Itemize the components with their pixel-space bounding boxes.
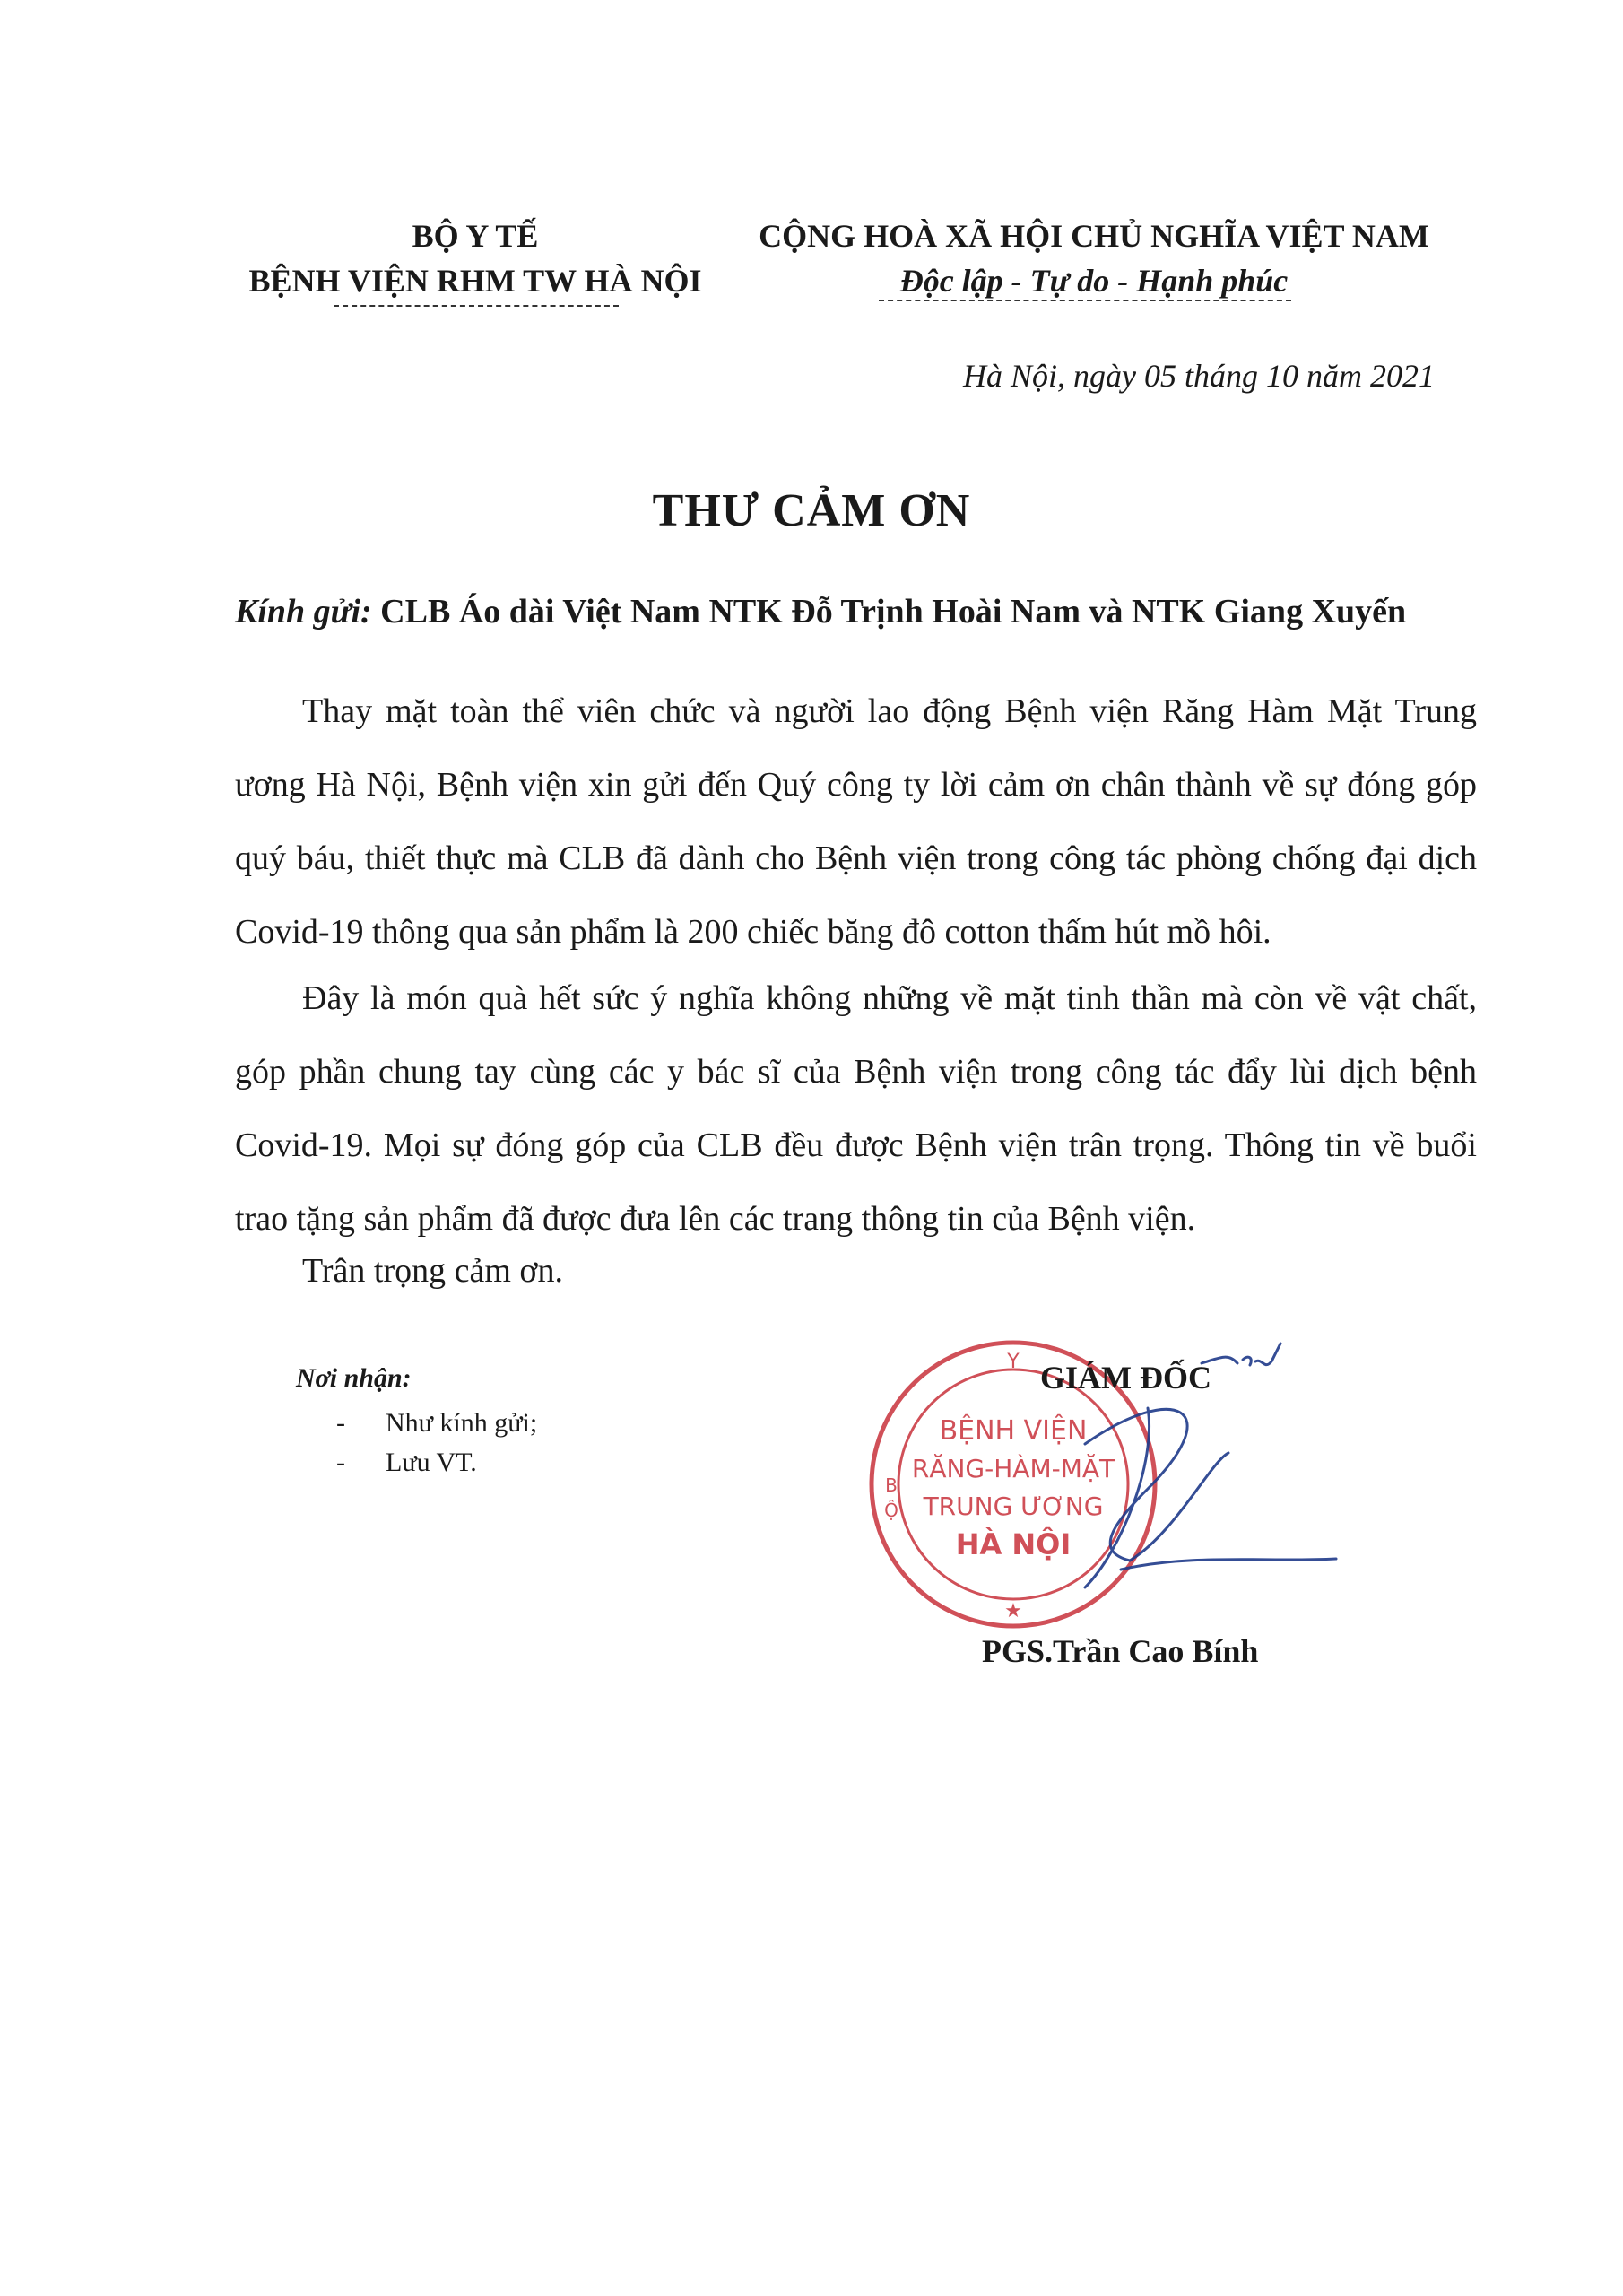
recipient-item: - Như kính gửi; bbox=[336, 1404, 537, 1443]
signer-name: PGS.Trần Cao Bính bbox=[982, 1633, 1259, 1669]
svg-text:Y: Y bbox=[1007, 1351, 1020, 1373]
issuer-divider bbox=[334, 305, 619, 307]
recipients-title: Nơi nhận: bbox=[296, 1363, 412, 1393]
svg-text:BỆNH VIỆN: BỆNH VIỆN bbox=[939, 1415, 1088, 1447]
ministry-name: BỘ Y TẾ bbox=[412, 218, 539, 254]
hospital-name: BỆNH VIỆN RHM TW HÀ NỘI bbox=[248, 263, 702, 299]
svg-text:★: ★ bbox=[1004, 1600, 1022, 1622]
greeting-recipient: CLB Áo dài Việt Nam NTK Đỗ Trịnh Hoài Nam và NTK Giang Xuyến bbox=[380, 593, 1407, 631]
recipients-list bbox=[336, 1404, 537, 1483]
body-paragraph-1: Thay mặt toàn thể viên chức và người lao động Bệnh viện Răng Hàm Mặt Trung ương Hà Nội, Bệnh viện xin gửi đến Quý công ty lời cảm ơn chân thành về sự đóng góp quý báu, thiết thực mà CLB đã dành cho Bệnh viện trong công tác phòng chống đại dịch Covid-19 thông qua sản phẩm là 200 chiếc băng đô cotton thấm hút mồ hôi. bbox=[235, 692, 1477, 951]
svg-text:RĂNG-HÀM-MẶT: RĂNG-HÀM-MẶT bbox=[911, 1454, 1115, 1483]
closing-line: Trân trọng cảm ơn. bbox=[302, 1252, 563, 1290]
svg-text:TRUNG ƯƠNG: TRUNG ƯƠNG bbox=[923, 1492, 1104, 1521]
nation-motto: Độc lập - Tự do - Hạnh phúc bbox=[899, 263, 1289, 299]
greeting-label: Kính gửi: bbox=[235, 593, 372, 631]
svg-text:HÀ NỘI: HÀ NỘI bbox=[955, 1527, 1072, 1561]
svg-text:Ộ: Ộ bbox=[884, 1500, 898, 1521]
nation-name: CỘNG HOÀ XÃ HỘI CHỦ NGHĨA VIỆT NAM bbox=[759, 218, 1429, 254]
nation-block bbox=[744, 213, 1444, 303]
recipient-item: - Lưu VT. bbox=[336, 1443, 537, 1483]
motto-divider bbox=[879, 300, 1291, 301]
svg-text:B: B bbox=[885, 1474, 898, 1496]
greeting-line bbox=[235, 592, 1535, 631]
body-paragraph-2: Đây là món quà hết sức ý nghĩa không những về mặt tinh thần mà còn về vật chất, góp phần chung tay cùng các y bác sĩ của Bệnh viện trong công tác đẩy lùi dịch bệnh Covid-19. Mọi sự đóng góp của CLB đều được Bệnh viện trân trọng. Thông tin về buổi trao tặng sản phẩm đã được đưa lên các trang thông tin của Bệnh viện. bbox=[235, 979, 1477, 1238]
issuer-block bbox=[233, 213, 717, 303]
letter-title: THƯ CẢM ƠN bbox=[652, 485, 971, 536]
handwritten-signature bbox=[1013, 1327, 1354, 1614]
signer-position: GIÁM ĐỐC bbox=[1040, 1360, 1211, 1396]
letter-date: Hà Nội, ngày 05 tháng 10 năm 2021 bbox=[963, 358, 1435, 394]
